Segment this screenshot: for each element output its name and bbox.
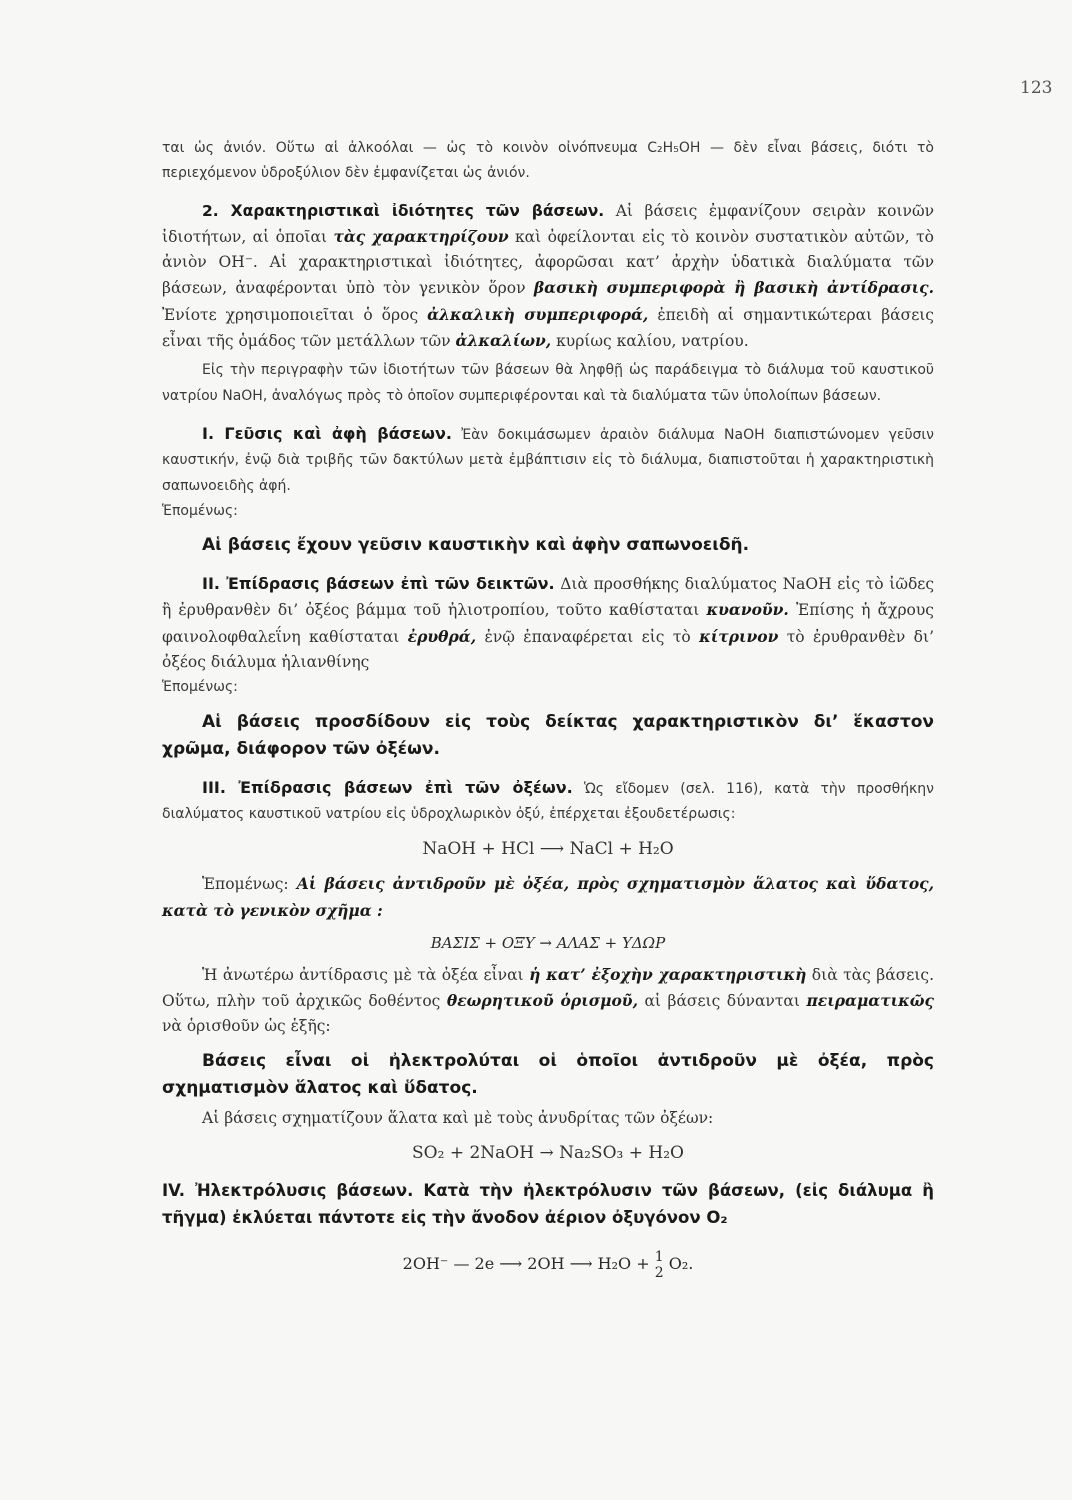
text-span: Ἐπίσης ἡ ἄχρους φαινολοφθαλεΐνη καθίσταται [162,601,934,646]
fraction-numerator: 1 [654,1248,664,1265]
text-span: ἐνῷ ἐπαναφέρεται εἰς τὸ [476,627,700,646]
equation-anhydride: SO₂ + 2NaOH → Na₂SO₃ + H₂O [412,1143,684,1164]
consequently-label: Ἑπομένως: [162,502,238,519]
text-span: αἱ βάσεις δύνανται [637,992,807,1011]
emphasis-span: βασικὴ συμπεριφορὰ ἢ βασικὴ ἀντίδρασις. [533,278,934,298]
emphasis-span: ἀλκαλίων, [455,331,552,351]
section-IV-paragraph [162,1177,934,1231]
section-III-paragraph [162,775,934,828]
paragraph-intro: ται ὡς ἀνιόν. Οὕτω αἱ ἀλκοόλαι — ὡς τὸ κοινὸν οἰνόπνευμα C₂H₅OH — δὲν εἶναι βάσεις, διότι τὸ περιεχόμενον ὑδροξύλιον δὲν ἐμφανίζεται ὡς ἀνιόν. [162,140,934,182]
paragraph-definition-intro [162,962,934,1040]
page-content [162,136,934,1281]
general-scheme: ΒΑΣΙΣ + ΟΞΥ → ΑΛΑΣ + ΥΔΩΡ [430,933,666,952]
paragraph-example: Εἰς τὴν περιγραφὴν τῶν ἰδιοτήτων τῶν βάσεων θὰ ληφθῇ ὡς παράδειγμα τὸ διάλυμα τοῦ καυστικοῦ νατρίου NaOH, ἀναλόγως πρὸς τὸ ὁποῖον συμπεριφέρονται καὶ τὰ διαλύματα τῶν ὑπολοίπων βάσεων. [162,362,934,404]
rule-indicators: Αἱ βάσεις προσδίδουν εἰς τοὺς δείκτας χαρακτηριστικὸν δι’ ἕκαστον χρῶμα, διάφορον τῶν ὀξέων. [162,711,934,759]
text-span: καὶ ὀφείλονται εἰς τὸ κοινὸν συστατικὸν αὐτῶν, τὸ ἀνιὸν OH⁻. Αἱ χαρακτηριστικαὶ ἰδιότητες, ἀφορῶσαι κατ’ ἀρχὴν ὑδατικὰ διαλύματα τῶν βάσεων, ἀναφέρονται ὑπὸ τὸν γενικὸν ὅρον [162,227,935,298]
text-span: διὰ τὰς βάσεις. Οὕτω, πλὴν τοῦ ἀρχικῶς δοθέντος [162,965,935,1011]
section-2-paragraph [162,199,934,355]
text-span: τὸ ἐρυθρανθὲν δι’ ὀξέος διάλυμα ἡλιανθίνης [162,627,934,672]
consequently-label: Ἑπομένως: [202,875,289,894]
emphasis-span: τὰς χαρακτηρίζουν [333,226,509,246]
text-span: νὰ ὁρισθοῦν ὡς ἑξῆς: [162,1017,331,1036]
text-span: Ὡς εἴδομεν (σελ. 116), κατὰ τὴν προσθήκην διαλύματος καυστικοῦ νατρίου εἰς ὑδροχλωρικὸν ὀξύ, ἐπέρχεται ἐξουδετέρωσις: [162,780,935,822]
section-II-paragraph [162,571,934,675]
section-II-heading: II. Ἐπίδρασις βάσεων ἐπὶ τῶν δεικτῶν. [202,574,555,594]
text-span: Διὰ προσθήκης διαλύματος NaOH εἰς τὸ ἰῶδες ἢ ἐρυθρανθὲν δι’ ὀξέος βάμμα τοῦ ἡλιοτροπίου, τοῦτο καθίσταται [162,575,935,620]
section-IV-heading: IV. Ἠλεκτρόλυσις βάσεων. [162,1181,414,1201]
text-span: Ἐὰν δοκιμάσωμεν ἀραιὸν διάλυμα NaOH διαπιστώνομεν γεῦσιν καυστικήν, ἐνῷ διὰ τριβῆς τῶν δακτύλων μετὰ ἐμβάπτισιν εἰς τὸ διάλυμα, διαπιστοῦται ἡ χαρακτηριστικὴ σαπωνοειδὴς ἀφή. [162,426,934,494]
section-2-heading: 2. Χαρακτηριστικαὶ ἰδιότητες τῶν βάσεων. [202,201,605,220]
text-span: Αἱ βάσεις ἐμφανίζουν σειρὰν κοινῶν ἰδιοτήτων, αἱ ὁποῖαι [162,201,935,246]
paragraph-anhydrides: Αἱ βάσεις σχηματίζουν ἅλατα καὶ μὲ τοὺς ἀνυδρίτας τῶν ὀξέων: [202,1108,714,1127]
emphasis-span: κίτρινον [699,626,779,646]
equation-right: O₂. [663,1254,694,1274]
text-span: Ἡ ἀνωτέρω ἀντίδρασις μὲ τὰ ὀξέα εἶναι [202,965,530,984]
definition-bases: Βάσεις εἶναι οἱ ἠλεκτρολύται οἱ ὁποῖοι ἀντιδροῦν μὲ ὀξέα, πρὸς σχηματισμὸν ἅλατος καὶ ὕδατος. [162,1050,934,1098]
emphasis-span: κυανοῦν. [706,600,789,620]
rule-acids: Αἱ βάσεις ἀντιδροῦν μὲ ὀξέα, πρὸς σχηματισμὸν ἅλατος καὶ ὕδατος, κατὰ τὸ γενικὸν σχῆμα : [162,874,934,920]
emphasis-span: ἀλκαλικὴ συμπεριφορά, [427,304,649,324]
emphasis-span: θεωρητικοῦ ὁρισμοῦ, [446,991,638,1011]
text-span: ἐπειδὴ αἱ σημαντικώτεραι βάσεις εἶναι τῆς ὁμάδος τῶν μετάλλων τῶν [162,305,934,351]
text-span: Κατὰ τὴν ἠλεκτρόλυσιν τῶν βάσεων, (εἰς διάλυμα ἢ τῆγμα) ἐκλύεται πάντοτε εἰς τὴν ἄνοδον ἀέριον ὀξυγόνον O₂ [162,1181,934,1228]
fraction-denominator: 2 [654,1264,664,1281]
equation-electrolysis [162,1247,934,1281]
emphasis-span: ἡ κατ’ ἐξοχὴν χαρακτηριστικὴ [529,964,807,984]
text-span: Ἐνίοτε χρησιμοποιεῖται ὁ ὅρος [162,305,428,324]
fraction [655,1249,664,1281]
text-span: κυρίως καλίου, νατρίου. [551,332,749,351]
page-number: 123 [1020,78,1053,98]
equation-neutralization: NaOH + HCl ⟶ NaCl + H₂O [422,839,674,860]
section-I-paragraph [162,421,934,499]
rule-taste: Αἱ βάσεις ἔχουν γεῦσιν καυστικὴν καὶ ἀφὴν σαπωνοειδῆ. [202,535,750,556]
section-I-heading: I. Γεῦσις καὶ ἀφὴ βάσεων. [202,423,452,443]
emphasis-span: πειραματικῶς [806,991,934,1011]
consequently-label: Ἑπομένως: [162,679,238,696]
emphasis-span: ἐρυθρά, [407,626,477,646]
equation-left: 2OH⁻ — 2e ⟶ 2OH ⟶ H₂O + [402,1254,655,1274]
rule-acids-paragraph [162,871,934,924]
section-III-heading: III. Ἐπίδρασις βάσεων ἐπὶ τῶν ὀξέων. [202,777,573,797]
